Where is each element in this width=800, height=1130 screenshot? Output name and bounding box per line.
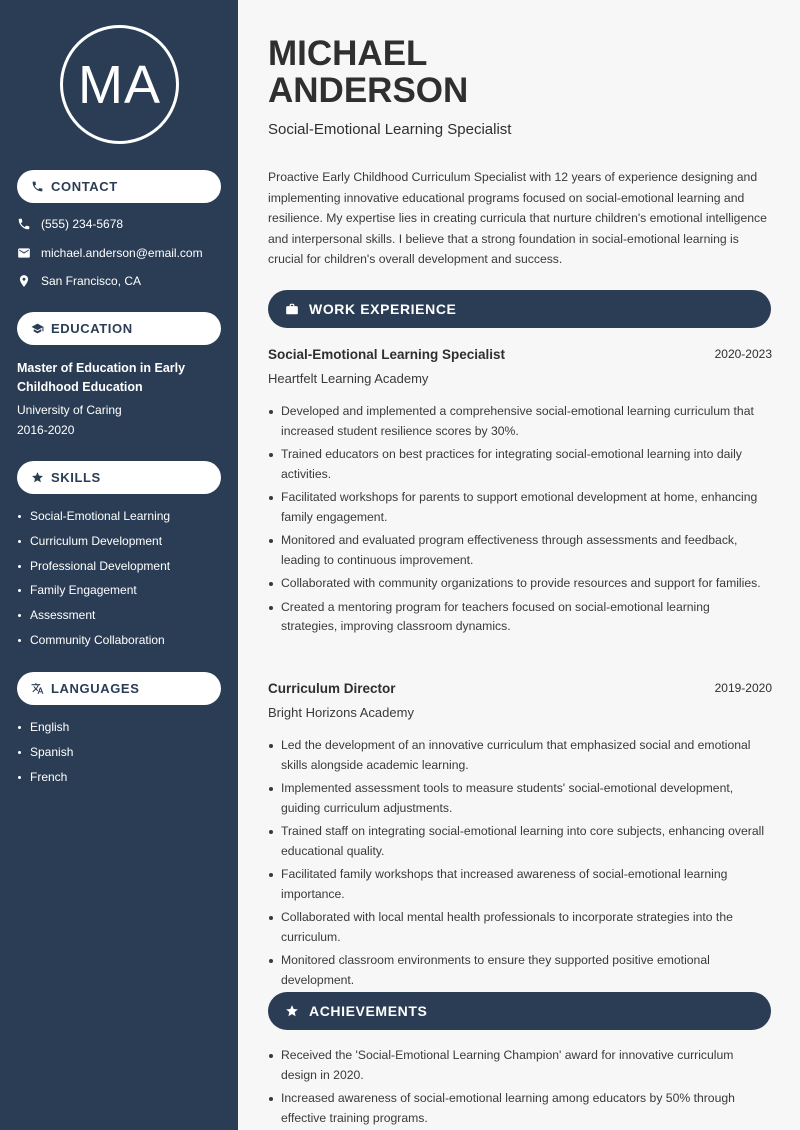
contact-location	[17, 274, 141, 288]
education-school: University of Caring	[17, 403, 122, 417]
star-icon	[31, 471, 44, 484]
language-item: English	[17, 715, 73, 740]
education-degree: Master of Education in Early Childhood Education	[17, 361, 186, 394]
achievement-item: Increased awareness of social-emotional learning among educators by 50% through effective training programs.	[268, 1089, 768, 1128]
email-text: michael.anderson@email.com	[41, 246, 203, 260]
languages-heading-label: LANGUAGES	[51, 681, 140, 696]
skill-item: Family Engagement	[17, 578, 170, 603]
job-bullets	[268, 402, 768, 641]
education-heading-label: EDUCATION	[51, 321, 133, 336]
job-bullet: Collaborated with community organizations to provide resources and support for families.	[268, 574, 768, 594]
job-bullet: Trained educators on best practices for integrating social-emotional learning into daily activities.	[268, 445, 768, 484]
skills-heading	[17, 461, 221, 494]
job-bullet: Implemented assessment tools to measure students' social-emotional development, guiding curriculum adjustments.	[268, 779, 768, 818]
achievement-item: Received the 'Social-Emotional Learning Champion' award for innovative curriculum design in 2020.	[268, 1046, 768, 1085]
phone-icon	[17, 217, 31, 231]
achievements-heading	[268, 992, 771, 1030]
job-bullet: Monitored and evaluated program effectiveness through assessments and feedback, leading to continuous improvement.	[268, 531, 768, 570]
job-bullet: Created a mentoring program for teachers focused on social-emotional learning strategies, improving classroom dynamics.	[268, 598, 768, 637]
translate-icon	[31, 682, 44, 695]
job-bullet: Facilitated family workshops that increased awareness of social-emotional learning importance.	[268, 865, 768, 904]
education-heading	[17, 312, 221, 345]
job-company: Heartfelt Learning Academy	[268, 371, 429, 386]
education-years: 2016-2020	[17, 423, 75, 437]
phone-text: (555) 234-5678	[41, 217, 124, 231]
star-icon	[285, 1004, 299, 1018]
skills-heading-label: SKILLS	[51, 470, 101, 485]
job-bullet: Facilitated workshops for parents to support emotional development at home, enhancing family engagement.	[268, 488, 768, 527]
full-name	[268, 35, 568, 109]
briefcase-icon	[285, 302, 299, 316]
job-bullet: Led the development of an innovative curriculum that emphasized social and emotional skills alongside academic learning.	[268, 736, 768, 775]
skills-list	[17, 504, 170, 653]
job-title: Social-Emotional Learning Specialist	[268, 121, 512, 138]
job-dates: 2020-2023	[714, 347, 772, 361]
profile-summary: Proactive Early Childhood Curriculum Specialist with 12 years of experience designing and implementing innovative educational programs focused on social-emotional learning and resilience. My expertise lies in creating curricula that nurture children's emotional intelligence and interpersonal skills. I believe that a strong foundation in social-emotional learning is crucial for children's overall development and success.	[268, 170, 767, 266]
monogram-avatar: MA	[60, 25, 179, 144]
work-experience-heading-label: WORK EXPERIENCE	[309, 301, 457, 317]
languages-heading	[17, 672, 221, 705]
job-bullet: Developed and implemented a comprehensive social-emotional learning curriculum that increased student resilience scores by 30%.	[268, 402, 768, 441]
contact-heading-label: CONTACT	[51, 179, 118, 194]
graduation-cap-icon	[31, 322, 44, 335]
job-bullets	[268, 736, 768, 994]
skill-item: Curriculum Development	[17, 529, 170, 554]
achievements-list	[268, 1046, 768, 1130]
contact-phone	[17, 217, 123, 231]
skill-item: Community Collaboration	[17, 628, 170, 653]
work-experience-heading	[268, 290, 771, 328]
job-bullet: Trained staff on integrating social-emotional learning into core subjects, enhancing overall educational quality.	[268, 822, 768, 861]
sidebar	[0, 0, 238, 1130]
job-company: Bright Horizons Academy	[268, 705, 414, 720]
envelope-icon	[17, 246, 31, 260]
job-bullet: Collaborated with local mental health professionals to incorporate strategies into the curriculum.	[268, 908, 768, 947]
name-first: MICHAEL	[268, 34, 428, 73]
phone-icon	[31, 180, 44, 193]
skill-item: Assessment	[17, 603, 170, 628]
skill-item: Social-Emotional Learning	[17, 504, 170, 529]
job-role: Curriculum Director	[268, 681, 396, 696]
languages-list	[17, 715, 73, 789]
achievements-heading-label: ACHIEVEMENTS	[309, 1003, 428, 1019]
contact-heading	[17, 170, 221, 203]
location-text: San Francisco, CA	[41, 274, 142, 288]
map-pin-icon	[17, 274, 31, 288]
contact-email	[17, 246, 203, 260]
language-item: French	[17, 765, 73, 790]
job-role: Social-Emotional Learning Specialist	[268, 347, 506, 362]
job-dates: 2019-2020	[714, 681, 772, 695]
job-bullet: Monitored classroom environments to ensure they supported positive emotional development.	[268, 951, 768, 990]
skill-item: Professional Development	[17, 554, 170, 579]
language-item: Spanish	[17, 740, 73, 765]
name-last: ANDERSON	[268, 71, 469, 110]
